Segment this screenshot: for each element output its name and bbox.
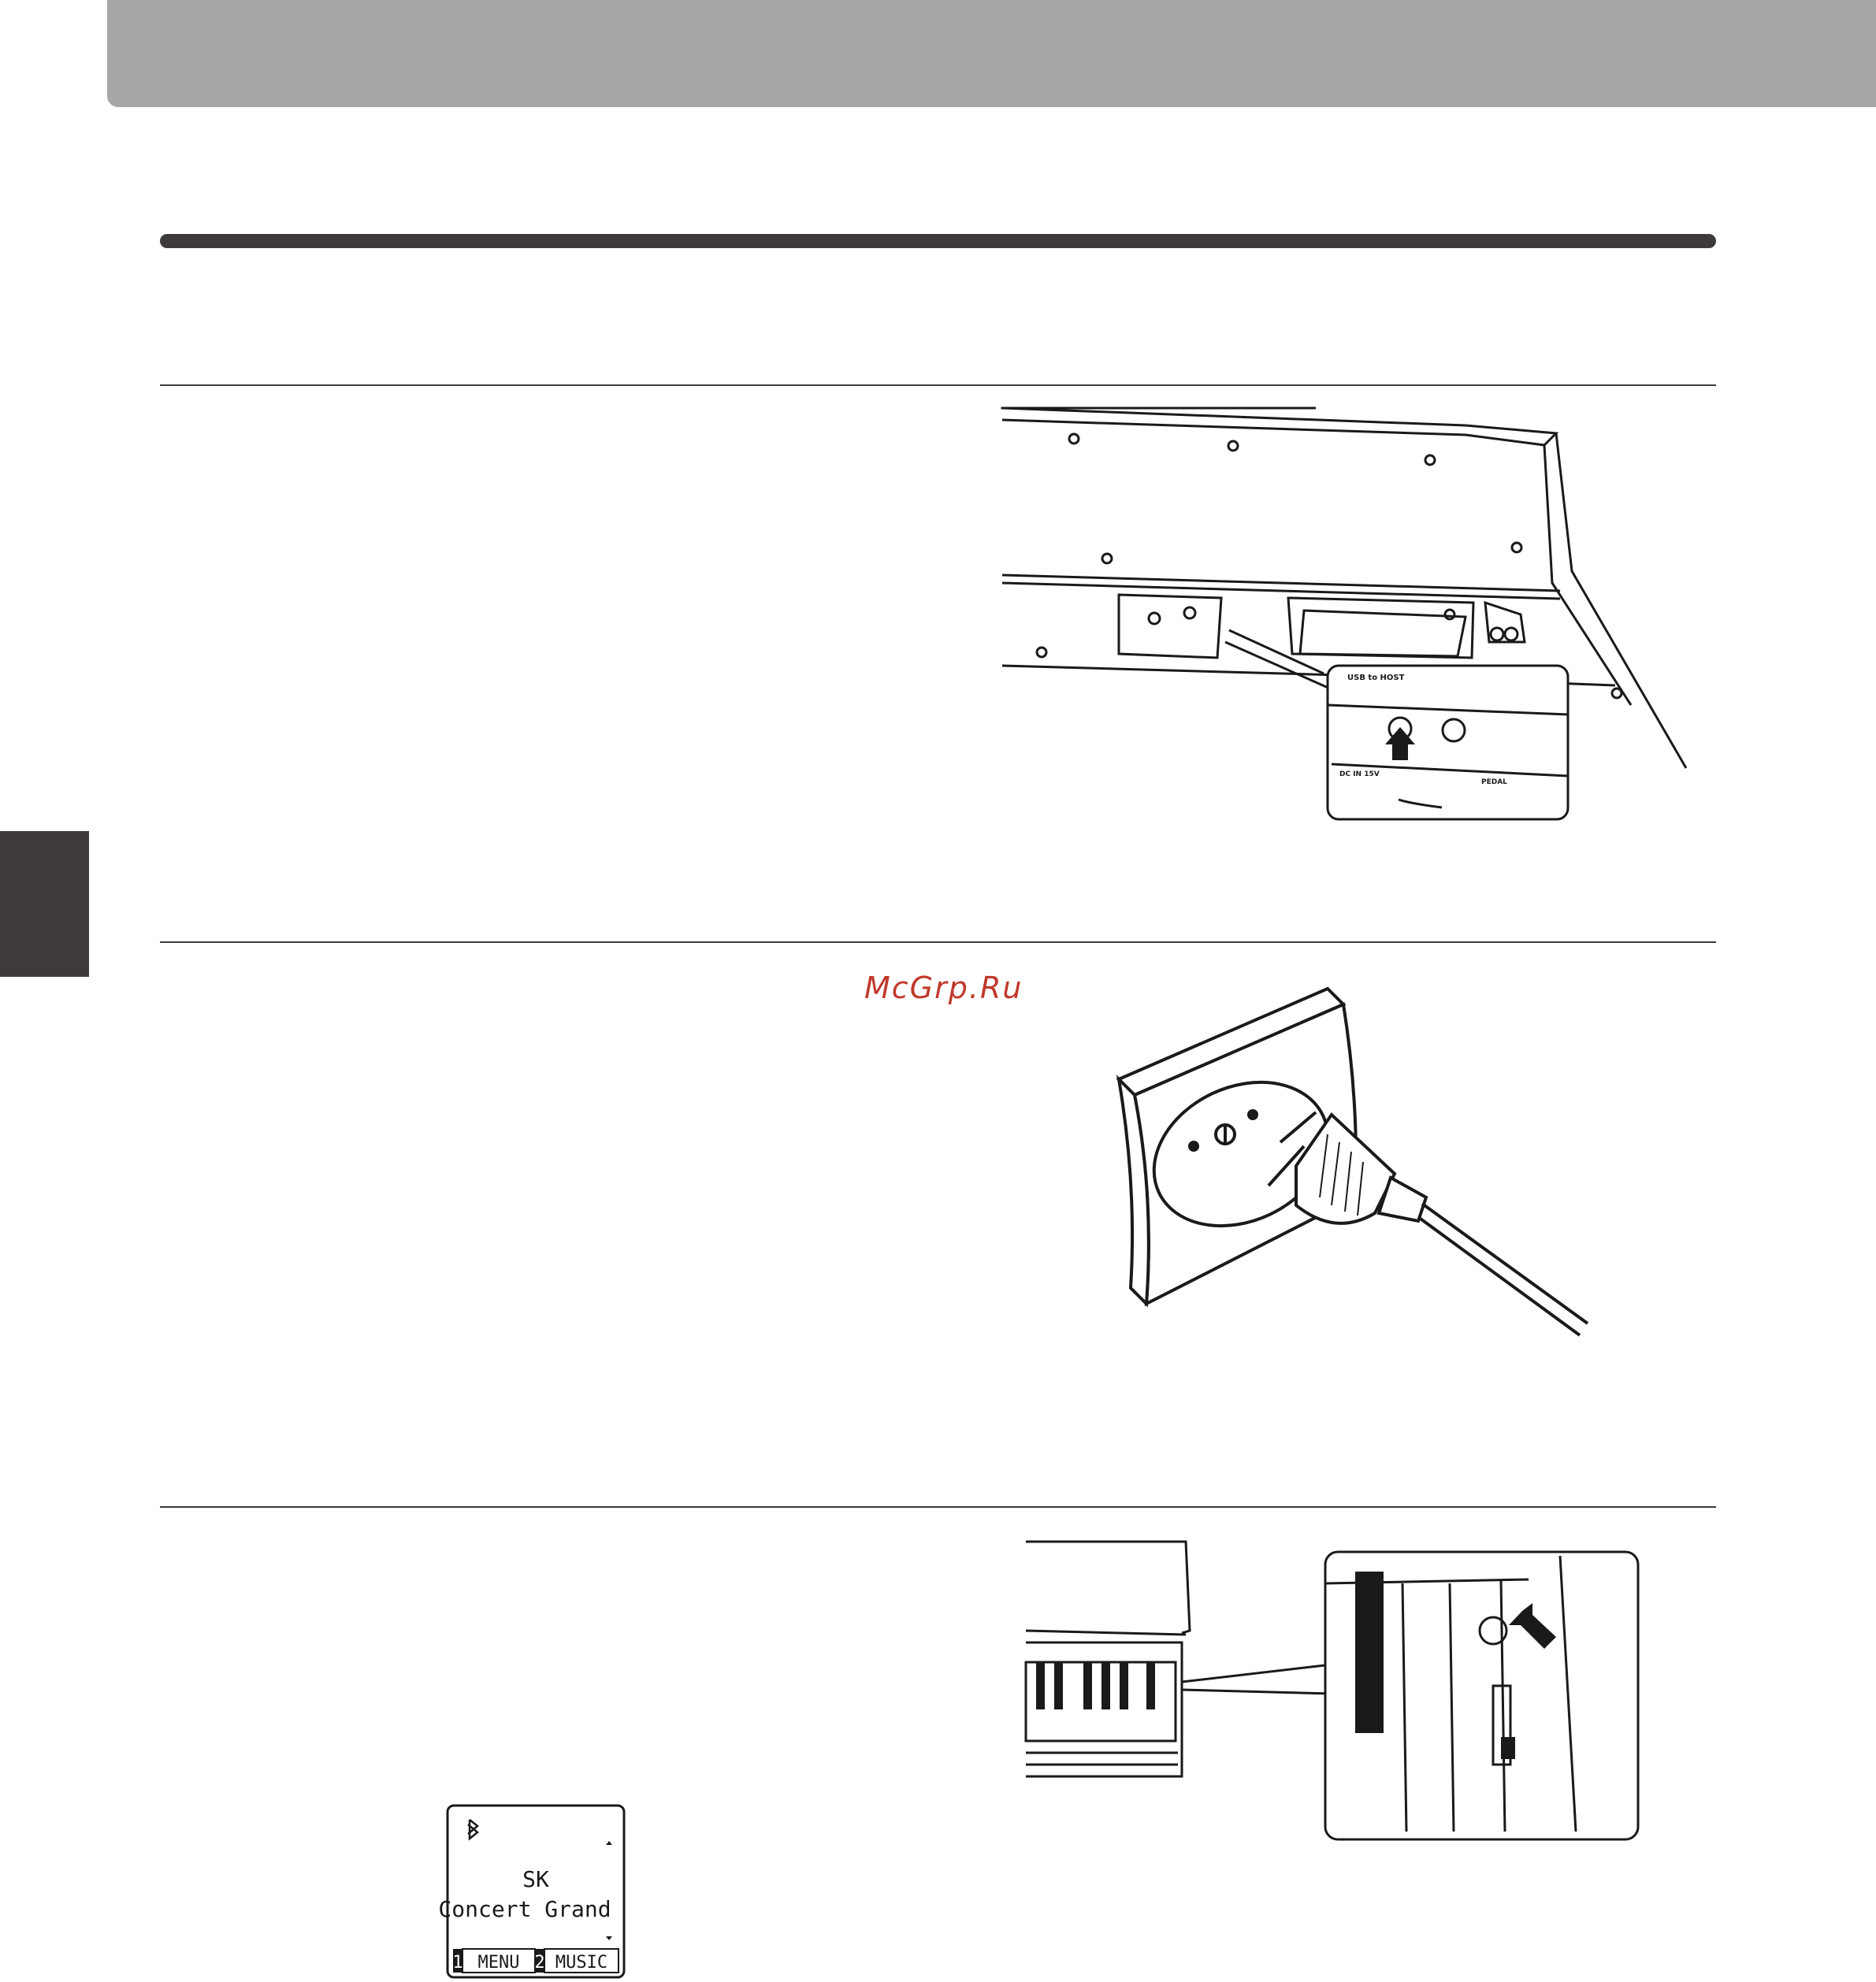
title-rule (160, 234, 1716, 248)
page-header-bar (107, 0, 1876, 107)
lcd-sound-category: SK (522, 1866, 549, 1892)
section-divider-1 (160, 384, 1716, 386)
softkey-menu-label: MENU (477, 1953, 520, 1973)
dc-in-label: DC IN 15V (1339, 770, 1380, 778)
watermark: McGrp.Ru (864, 971, 1023, 1005)
chapter-side-tab (0, 831, 89, 977)
softkey-music-label: MUSIC (555, 1953, 608, 1973)
section-divider-2 (160, 941, 1716, 943)
pedal-label: PEDAL (1481, 778, 1507, 786)
lcd-sound-name: Concert Grand (438, 1896, 611, 1922)
section-divider-3 (160, 1506, 1716, 1508)
wall-outlet-figure (1115, 985, 1603, 1347)
softkey-2-number: 2 (534, 1953, 545, 1973)
power-button-figure (1024, 1540, 1643, 1855)
softkey-1-number: 1 (452, 1953, 463, 1973)
lcd-display (438, 1804, 626, 1979)
usb-to-host-label: USB to HOST (1347, 674, 1405, 682)
dc-in-connection-figure (1001, 406, 1686, 823)
